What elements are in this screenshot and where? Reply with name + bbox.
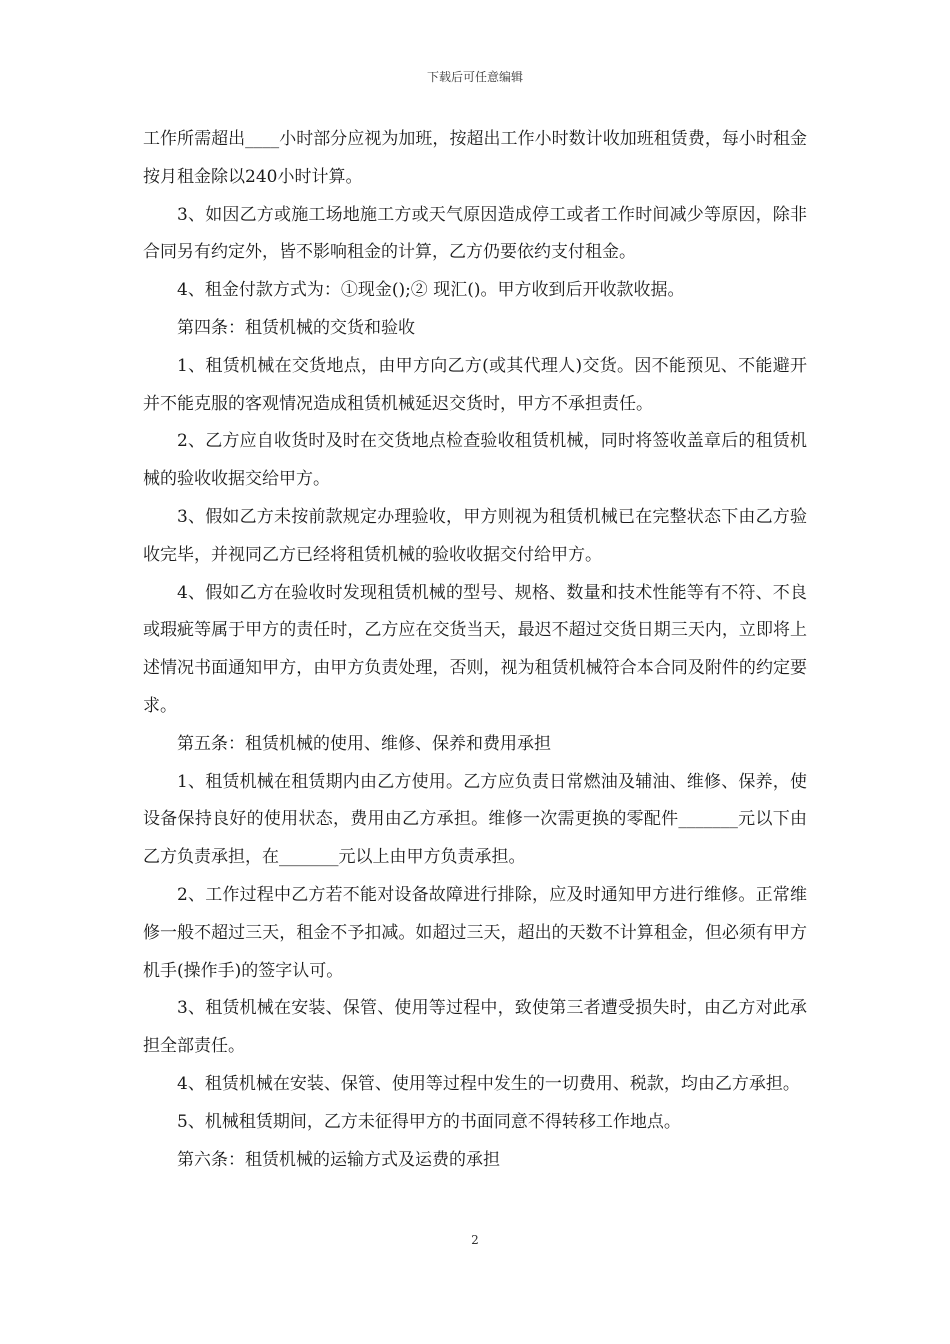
- paragraph-14: 5、机械租赁期间，乙方未征得甲方的书面同意不得转移工作地点。: [177, 1111, 681, 1132]
- section-heading-6: 第六条：租赁机械的运输方式及运费的承担: [177, 1149, 500, 1170]
- page-header: 下载后可任意编辑: [426, 70, 523, 84]
- paragraph-3: 4、租金付款方式为：①现金();② 现汇()。甲方收到后开收款收据。: [177, 280, 685, 301]
- page-number: 2: [471, 1233, 479, 1247]
- paragraph-6: 2、乙方应自收货时及时在交货地点检查验收租赁机械，同时将签收盖章后的租赁机械的验收收据交给甲方。: [143, 431, 807, 490]
- section-heading-4: 第四条：租赁机械的交货和验收: [177, 317, 415, 338]
- document-body: [143, 121, 807, 1179]
- paragraph-12: 3、租赁机械在安装、保管、使用等过程中，致使第三者遭受损失时，由乙方对此承担全部责任。: [143, 998, 807, 1057]
- paragraph-8: 4、假如乙方在验收时发现租赁机械的型号、规格、数量和技术性能等有不符、不良或瑕疵等属于甲方的责任时，乙方应在交货当天，最迟不超过交货日期三天内，立即将上述情况书面通知甲方，由甲方负责处理，否则，视为租赁机械符合本合同及附件的约定要求。: [143, 582, 807, 716]
- paragraph-10: 1、租赁机械在租赁期内由乙方使用。乙方应负责日常燃油及辅油、维修、保养，使设备保持良好的使用状态，费用由乙方承担。维修一次需更换的零配件_______元以下由乙方负责承担，在_______元以上由甲方负责承担。: [143, 771, 807, 868]
- paragraph-11: 2、工作过程中乙方若不能对设备故障进行排除，应及时通知甲方进行维修。正常维修一般不超过三天，租金不予扣减。如超过三天，超出的天数不计算租金，但必须有甲方机手(操作手)的签字认可。: [143, 884, 807, 981]
- paragraph-7: 3、假如乙方未按前款规定办理验收，甲方则视为租赁机械已在完整状态下由乙方验收完毕，并视同乙方已经将租赁机械的验收收据交付给甲方。: [143, 506, 807, 565]
- paragraph-13: 4、租赁机械在安装、保管、使用等过程中发生的一切费用、税款，均由乙方承担。: [177, 1073, 800, 1094]
- paragraph-5: 1、租赁机械在交货地点，由甲方向乙方(或其代理人)交货。因不能预见、不能避开并不能克服的客观情况造成租赁机械延迟交货时，甲方不承担责任。: [143, 355, 807, 414]
- paragraph-2: 3、如因乙方或施工场地施工方或天气原因造成停工或者工作时间减少等原因，除非合同另有约定外，皆不影响租金的计算，乙方仍要依约支付租金。: [143, 204, 807, 263]
- paragraph-1: 工作所需超出____小时部分应视为加班，按超出工作小时数计收加班租赁费，每小时租金按月租金除以240小时计算。: [143, 129, 807, 187]
- section-heading-5: 第五条：租赁机械的使用、维修、保养和费用承担: [177, 733, 551, 754]
